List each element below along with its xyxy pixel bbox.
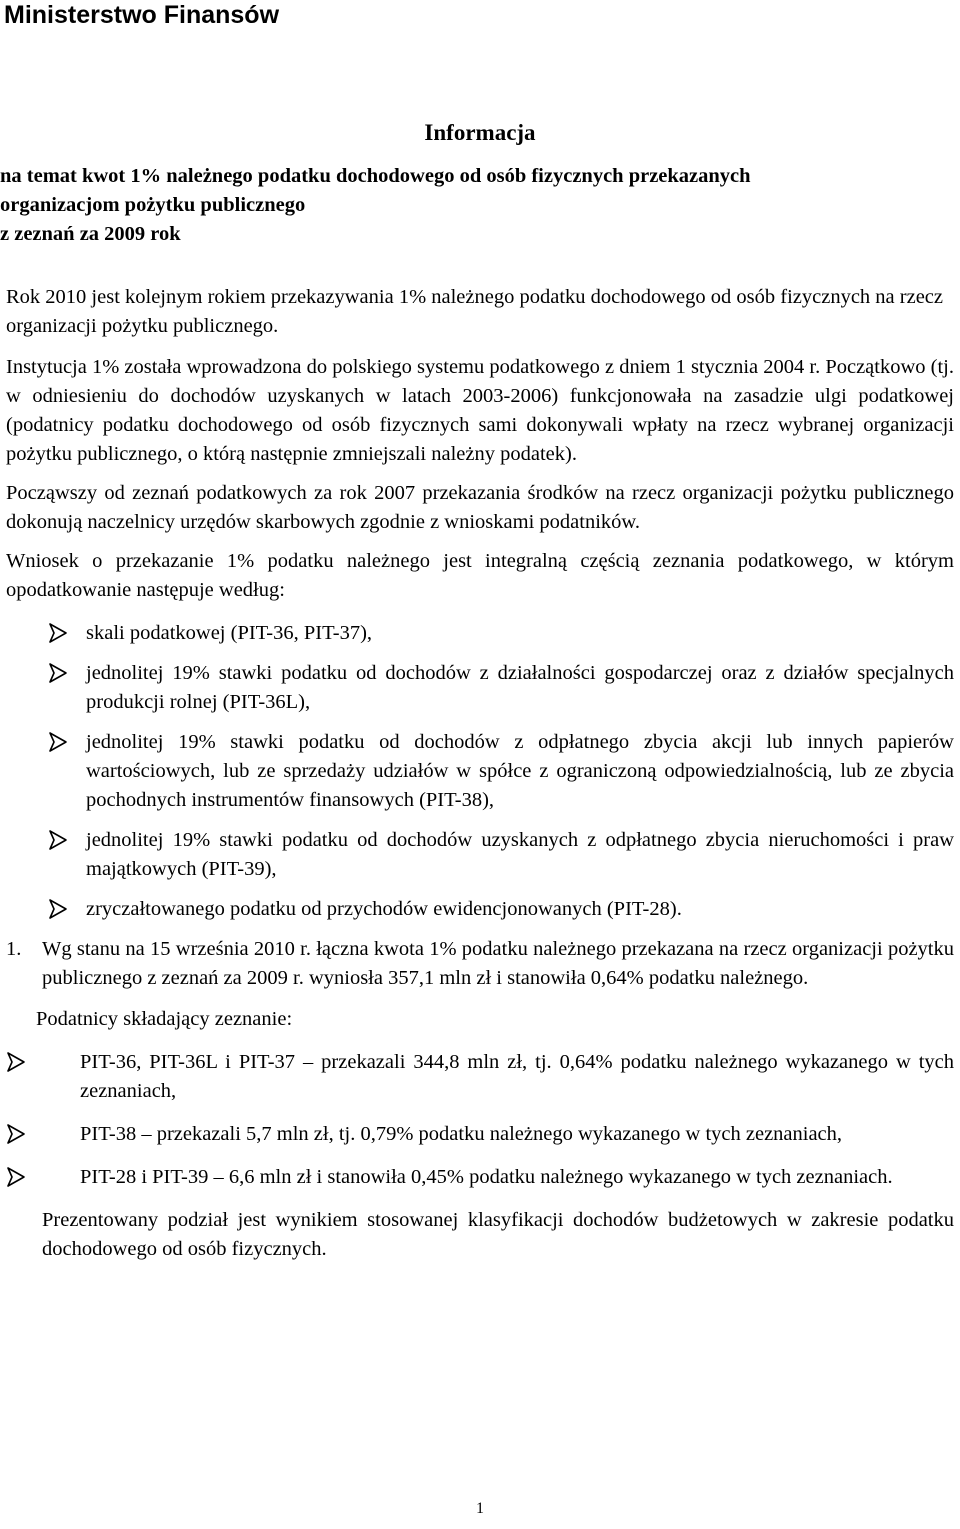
intro-paragraph: Rok 2010 jest kolejnym rokiem przekazywania 1% należnego podatku dochodowego od osób fizycznych na rzecz organizacji pożytku publicznego. — [6, 286, 943, 337]
contributions-list — [6, 1048, 954, 1192]
list-item-text: jednolitej 19% stawki podatku od dochodów uzyskanych z odpłatnego zbycia nieruchomości i praw majątkowych (PIT-39), — [86, 829, 954, 880]
instytucja-paragraph: Instytucja 1% została wprowadzona do polskiego systemu podatkowego z dniem 1 stycznia 2004 r. Początkowo (tj. w odniesieniu do dochodów uzyskanych w latach 2003-2006) funkcjonowała na zasadzie ulgi podatkowej (podatnicy podatku dochodowego od osób fizycznych sami dokonywali wpłaty na rzecz wybranej organizacji pożytku publicznego, o którą następnie zmniejszali należny podatek). — [6, 356, 954, 465]
arrow-bullet-icon — [6, 1123, 26, 1145]
arrow-bullet-icon — [6, 1051, 26, 1073]
numbered-section — [6, 935, 954, 993]
list-item-text: PIT-38 – przekazali 5,7 mln zł, tj. 0,79% podatku należnego wykazanego w tych zeznaniach, — [80, 1123, 843, 1145]
numbered-item-text: Wg stanu na 15 września 2010 r. łączna kwota 1% podatku należnego przekazana na rzecz organizacji pożytku publicznego z zeznań za 2009 r. wyniosła 357,1 mln zł i stanowiła 0,64% podatku należnego. — [42, 938, 954, 989]
ministry-header: Ministerstwo Finansów — [4, 1, 280, 29]
list-item — [6, 659, 954, 717]
subtitle-line-3: z zeznań za 2009 rok — [0, 223, 181, 245]
subtitle-line-2: organizacjom pożytku publicznego — [0, 194, 306, 216]
document-body — [6, 283, 954, 1264]
arrow-bullet-icon — [48, 898, 68, 920]
tax-form-list — [6, 619, 954, 924]
list-item-text: PIT-28 i PIT-39 – 6,6 mln zł i stanowiła 0,45% podatku należnego wykazanego w tych zeznaniach. — [80, 1166, 893, 1188]
wniosek-paragraph: Wniosek o przekazanie 1% podatku należnego jest integralną częścią zeznania podatkowego, w którym opodatkowanie następuje według: — [6, 550, 954, 601]
arrow-bullet-icon — [6, 1166, 26, 1188]
document-title: Informacja — [424, 120, 536, 145]
list-item — [6, 895, 954, 924]
final-paragraph: Prezentowany podział jest wynikiem stosowanej klasyfikacji dochodów budżetowych w zakresie podatku dochodowego od osób fizycznych. — [42, 1209, 954, 1260]
list-item — [6, 619, 954, 648]
list-item-text: PIT-36, PIT-36L i PIT-37 – przekazali 344,8 mln zł, tj. 0,64% podatku należnego wykazanego w tych zeznaniach, — [80, 1051, 954, 1102]
item-number: 1. — [6, 938, 22, 960]
list-item-text: skali podatkowej (PIT-36, PIT-37), — [86, 622, 373, 644]
subtitle-line-1: na temat kwot 1% należnego podatku dochodowego od osób fizycznych przekazanych — [0, 165, 751, 187]
arrow-bullet-icon — [48, 731, 68, 753]
list-item — [6, 1120, 954, 1149]
list-item — [6, 826, 954, 884]
arrow-bullet-icon — [48, 622, 68, 644]
list-item — [6, 1163, 954, 1192]
list-item-text: zryczałtowanego podatku od przychodów ewidencjonowanych (PIT-28). — [86, 898, 682, 920]
poczawszy-paragraph: Począwszy od zeznań podatkowych za rok 2007 przekazania środków na rzecz organizacji pożytku publicznego dokonują naczelnicy urzędów skarbowych zgodnie z wnioskami podatników. — [6, 482, 954, 533]
list-item — [6, 1048, 954, 1106]
page-number: 1 — [476, 1500, 484, 1517]
list-item-text: jednolitej 19% stawki podatku od dochodów z działalności gospodarczej oraz z działów specjalnych produkcji rolnej (PIT-36L), — [86, 662, 954, 713]
list-item — [6, 728, 954, 815]
numbered-item — [6, 935, 954, 993]
title-block — [0, 118, 960, 249]
arrow-bullet-icon — [48, 829, 68, 851]
list-item-text: jednolitej 19% stawki podatku od dochodów z odpłatnego zbycia akcji lub innych papierów wartościowych, lub ze sprzedaży udziałów w spółce z ograniczoną odpowiedzialnością, lub ze zbycia pochodnych instrumentów finansowych (PIT-38), — [86, 731, 954, 811]
podatnicy-lead: Podatnicy składający zeznanie: — [36, 1008, 293, 1030]
arrow-bullet-icon — [48, 662, 68, 684]
